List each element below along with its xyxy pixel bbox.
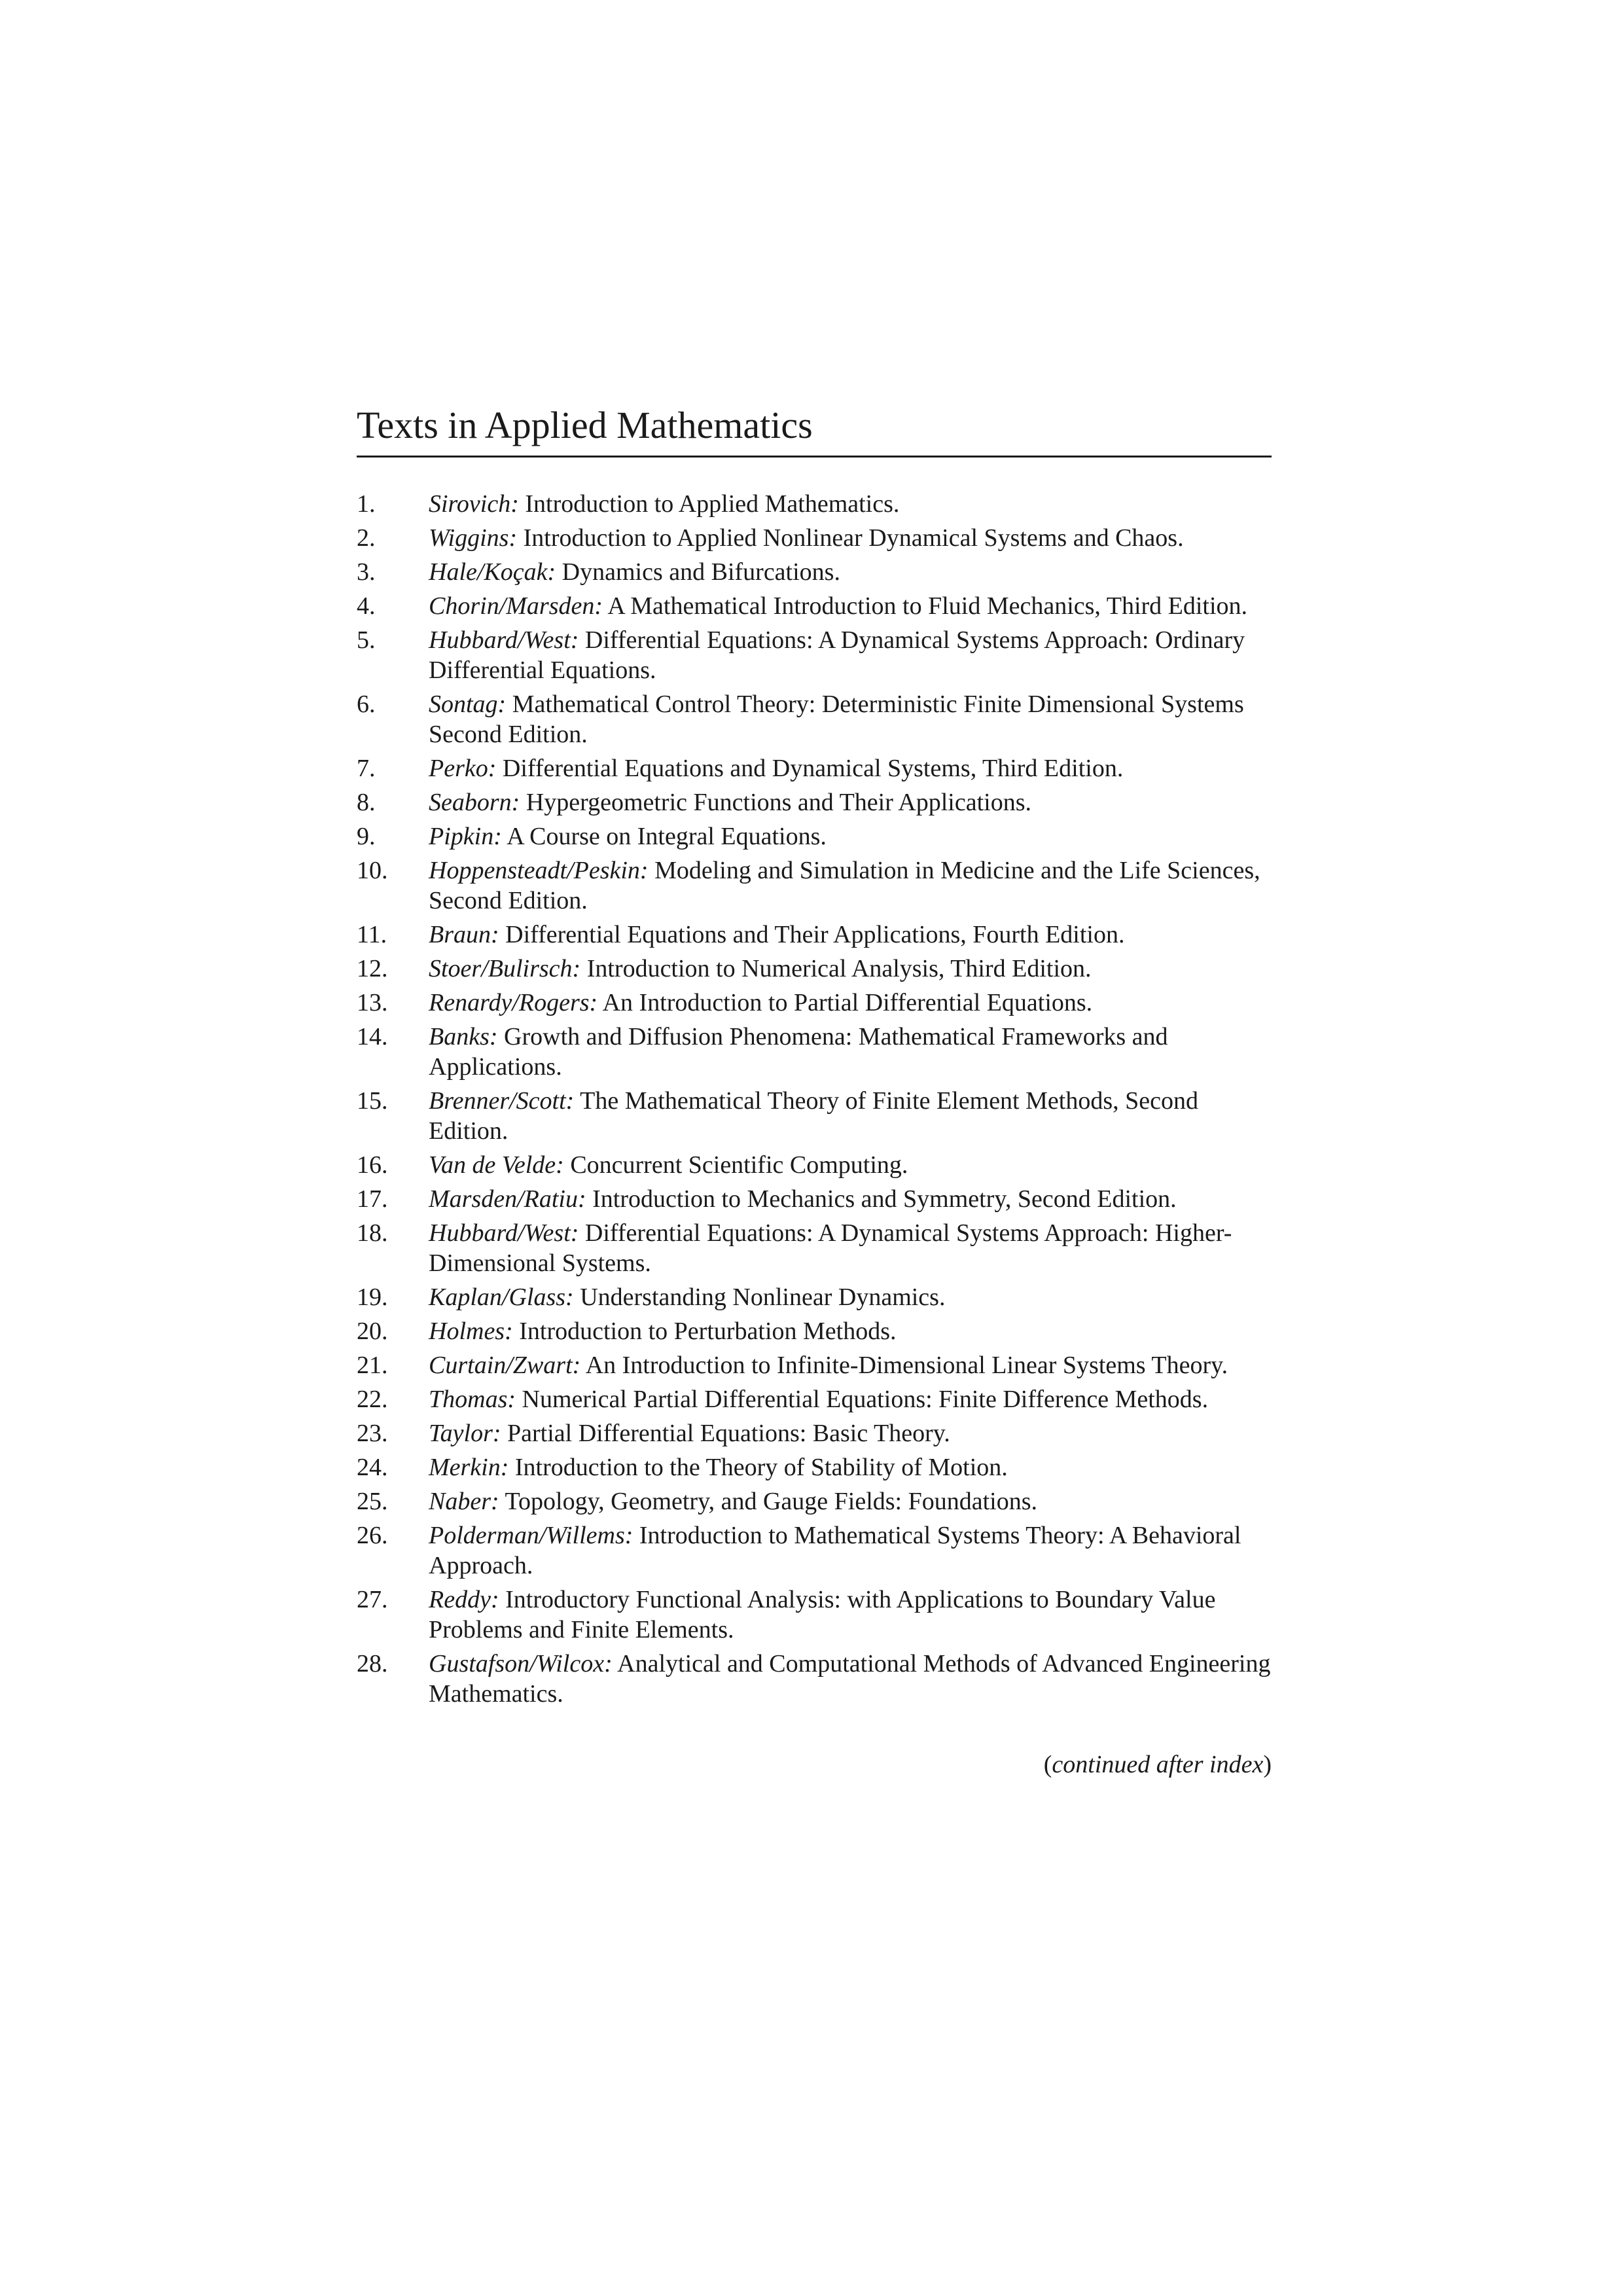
item-text [429, 1486, 1272, 1516]
list-item [357, 557, 1272, 587]
list-item [357, 1384, 1272, 1414]
item-title: Introduction to Mathematical Systems Theory: A Behavioral Approach. [429, 1522, 1241, 1579]
list-item [357, 689, 1272, 749]
item-author: Banks: [429, 1023, 498, 1050]
item-text [429, 489, 1272, 519]
item-author: Hale/Koçak: [429, 558, 556, 586]
item-text [429, 1418, 1272, 1448]
item-author: Hubbard/West: [429, 626, 579, 654]
item-text [429, 1316, 1272, 1346]
list-item [357, 821, 1272, 852]
item-author: Wiggins: [429, 524, 518, 552]
item-text [429, 787, 1272, 817]
list-item [357, 855, 1272, 916]
item-text [429, 689, 1272, 749]
item-number: 13. [357, 989, 388, 1016]
item-text [429, 821, 1272, 852]
item-number: 19. [357, 1283, 388, 1311]
item-number: 20. [357, 1318, 388, 1345]
item-title: Concurrent Scientific Computing. [570, 1151, 908, 1179]
list-item [357, 1218, 1272, 1278]
item-title: Introduction to the Theory of Stability of Motion. [514, 1454, 1008, 1481]
list-item [357, 1452, 1272, 1482]
item-title: Mathematical Control Theory: Deterministic Finite Dimensional Systems Second Edition. [429, 691, 1244, 748]
list-item [357, 1585, 1272, 1645]
item-author: Kaplan/Glass: [429, 1283, 574, 1311]
series-title: Texts in Applied Mathematics [357, 404, 813, 446]
item-text [429, 1350, 1272, 1380]
item-author: Reddy: [429, 1586, 499, 1613]
item-number: 27. [357, 1586, 388, 1613]
item-text [429, 1384, 1272, 1414]
item-author: Sontag: [429, 691, 507, 718]
item-text [429, 1150, 1272, 1180]
item-number: 10. [357, 857, 388, 884]
continued-text: continued after index [1052, 1751, 1264, 1778]
item-number: 7. [357, 755, 376, 782]
item-title: Partial Differential Equations: Basic Theory. [507, 1420, 950, 1447]
item-text [429, 523, 1272, 553]
item-number: 6. [357, 691, 376, 718]
item-text [429, 920, 1272, 950]
item-text [429, 557, 1272, 587]
item-author: Perko: [429, 755, 497, 782]
item-title: Understanding Nonlinear Dynamics. [580, 1283, 946, 1311]
item-number: 18. [357, 1219, 388, 1247]
item-number: 26. [357, 1522, 388, 1549]
item-text [429, 1282, 1272, 1312]
item-number: 12. [357, 955, 388, 982]
item-author: Seaborn: [429, 789, 520, 816]
item-text [429, 1520, 1272, 1581]
item-author: Thomas: [429, 1386, 516, 1413]
item-title: Differential Equations and Their Applications, Fourth Edition. [505, 921, 1125, 948]
item-text [429, 591, 1272, 621]
item-text [429, 1649, 1272, 1709]
item-title: Differential Equations and Dynamical Systems, Third Edition. [502, 755, 1124, 782]
item-author: Renardy/Rogers: [429, 989, 598, 1016]
item-title: Dynamics and Bifurcations. [562, 558, 840, 586]
list-item [357, 1350, 1272, 1380]
item-text [429, 1585, 1272, 1645]
list-item [357, 1282, 1272, 1312]
item-author: Curtain/Zwart: [429, 1352, 581, 1379]
item-title: Introduction to Perturbation Methods. [519, 1318, 897, 1345]
item-text [429, 1184, 1272, 1214]
list-item [357, 954, 1272, 984]
list-item [357, 1184, 1272, 1214]
item-number: 14. [357, 1023, 388, 1050]
item-author: Polderman/Willems: [429, 1522, 633, 1549]
list-item [357, 1649, 1272, 1709]
item-title: Hypergeometric Functions and Their Applications. [526, 789, 1031, 816]
list-item [357, 489, 1272, 519]
item-text [429, 1218, 1272, 1278]
item-title: Analytical and Computational Methods of Advanced Engineering Mathematics. [429, 1650, 1271, 1708]
item-author: Marsden/Ratiu: [429, 1185, 586, 1213]
continued-close-paren: ) [1263, 1751, 1272, 1778]
item-title: An Introduction to Infinite-Dimensional Linear Systems Theory. [585, 1352, 1228, 1379]
item-author: Holmes: [429, 1318, 513, 1345]
item-title: Introduction to Applied Mathematics. [525, 490, 900, 518]
item-number: 16. [357, 1151, 388, 1179]
item-number: 15. [357, 1087, 388, 1115]
list-item [357, 591, 1272, 621]
item-text [429, 1452, 1272, 1482]
item-title: An Introduction to Partial Differential Equations. [602, 989, 1093, 1016]
list-item [357, 1316, 1272, 1346]
list-item [357, 988, 1272, 1018]
item-author: Merkin: [429, 1454, 509, 1481]
list-item [357, 1022, 1272, 1082]
list-item [357, 1150, 1272, 1180]
item-text [429, 1022, 1272, 1082]
item-text [429, 855, 1272, 916]
item-text [429, 1086, 1272, 1146]
item-number: 5. [357, 626, 376, 654]
item-author: Brenner/Scott: [429, 1087, 575, 1115]
item-number: 9. [357, 823, 376, 850]
item-text [429, 625, 1272, 685]
item-number: 25. [357, 1488, 388, 1515]
list-item [357, 523, 1272, 553]
item-number: 11. [357, 921, 387, 948]
item-author: Chorin/Marsden: [429, 592, 603, 620]
title-rule [357, 456, 1272, 457]
item-number: 22. [357, 1386, 388, 1413]
item-title: The Mathematical Theory of Finite Element Methods, Second Edition. [429, 1087, 1198, 1145]
list-item [357, 1418, 1272, 1448]
item-title: Introduction to Mechanics and Symmetry, Second Edition. [592, 1185, 1177, 1213]
item-number: 21. [357, 1352, 388, 1379]
list-item [357, 920, 1272, 950]
item-number: 17. [357, 1185, 388, 1213]
item-author: Pipkin: [429, 823, 502, 850]
item-author: Stoer/Bulirsch: [429, 955, 581, 982]
item-title: Numerical Partial Differential Equations: Finite Difference Methods. [522, 1386, 1209, 1413]
item-title: Modeling and Simulation in Medicine and the Life Sciences, Second Edition. [429, 857, 1260, 914]
item-author: Naber: [429, 1488, 499, 1515]
item-title: Topology, Geometry, and Gauge Fields: Foundations. [505, 1488, 1038, 1515]
item-number: 8. [357, 789, 376, 816]
item-number: 2. [357, 524, 376, 552]
item-number: 4. [357, 592, 376, 620]
item-title: A Mathematical Introduction to Fluid Mechanics, Third Edition. [607, 592, 1248, 620]
list-item [357, 1486, 1272, 1516]
list-item [357, 625, 1272, 685]
item-title: Introduction to Applied Nonlinear Dynamical Systems and Chaos. [523, 524, 1184, 552]
continued-note [357, 1749, 1272, 1780]
item-author: Gustafson/Wilcox: [429, 1650, 613, 1677]
item-title: Introductory Functional Analysis: with Applications to Boundary Value Problems and Finite Elements. [429, 1586, 1216, 1643]
item-number: 1. [357, 490, 376, 518]
item-text [429, 954, 1272, 984]
item-number: 3. [357, 558, 376, 586]
item-author: Sirovich: [429, 490, 519, 518]
item-author: Hoppensteadt/Peskin: [429, 857, 649, 884]
item-number: 23. [357, 1420, 388, 1447]
item-text [429, 753, 1272, 783]
continued-open-paren: ( [1043, 1751, 1052, 1778]
item-number: 28. [357, 1650, 388, 1677]
item-title: Differential Equations: A Dynamical Systems Approach: Ordinary Differential Equations. [429, 626, 1245, 684]
item-title: Introduction to Numerical Analysis, Third Edition. [586, 955, 1092, 982]
item-author: Hubbard/West: [429, 1219, 579, 1247]
list-item [357, 1520, 1272, 1581]
item-author: Braun: [429, 921, 499, 948]
list-item [357, 753, 1272, 783]
series-list [357, 489, 1272, 1709]
list-item [357, 787, 1272, 817]
item-title: Growth and Diffusion Phenomena: Mathematical Frameworks and Applications. [429, 1023, 1168, 1081]
list-item [357, 1086, 1272, 1146]
series-page [357, 399, 1272, 1780]
item-title: Differential Equations: A Dynamical Systems Approach: Higher-Dimensional Systems. [429, 1219, 1232, 1277]
item-text [429, 988, 1272, 1018]
item-author: Van de Velde: [429, 1151, 564, 1179]
item-author: Taylor: [429, 1420, 501, 1447]
item-title: A Course on Integral Equations. [507, 823, 827, 850]
item-number: 24. [357, 1454, 388, 1481]
